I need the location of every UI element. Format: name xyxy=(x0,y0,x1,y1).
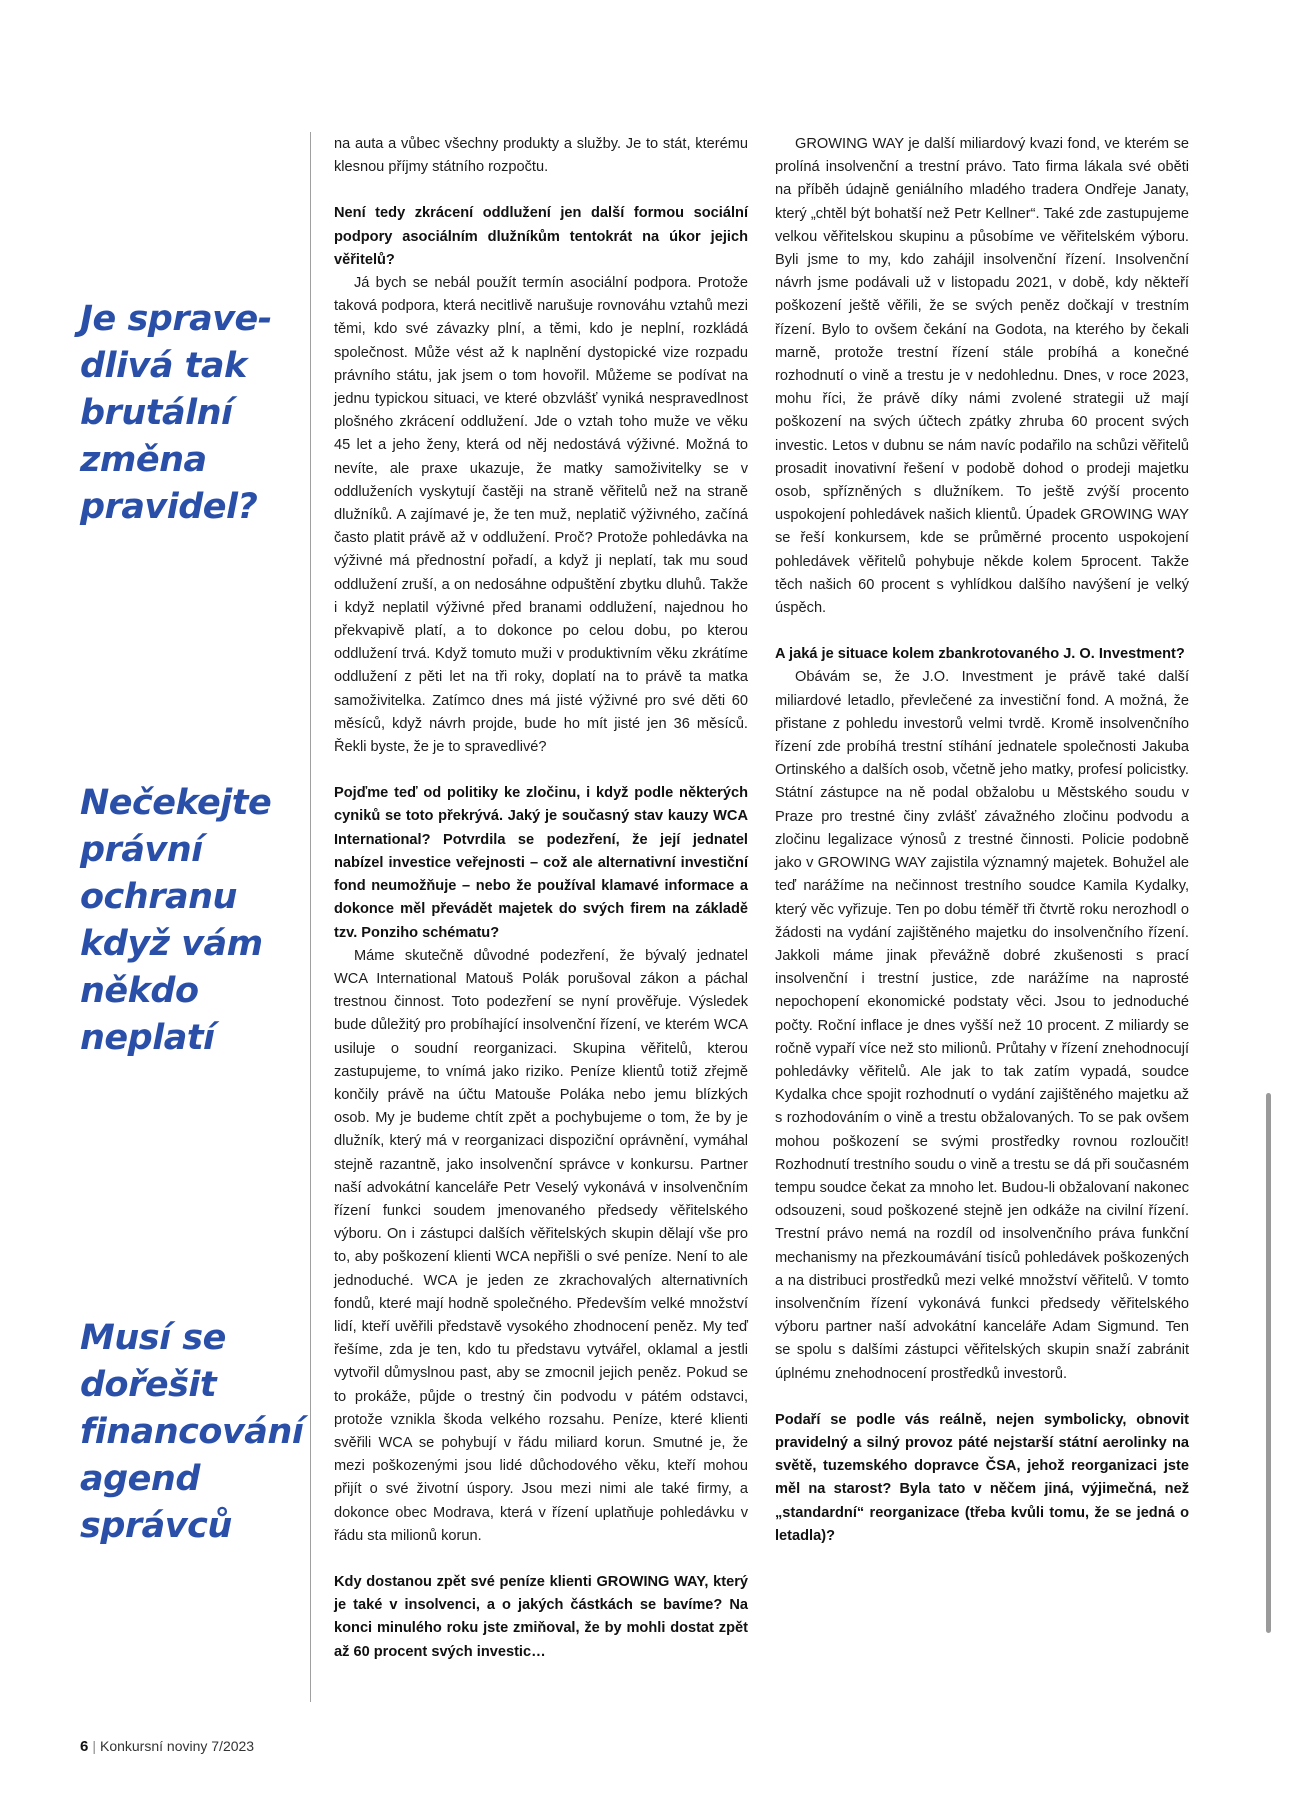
paragraph: Obávám se, že J.O. Investment je právě také další miliardové letadlo, převlečené za investiční fond. A možná, že přistane z pohledu investorů velmi tvrdě. Kromě insolvenčního řízení zde probíhá trestní stíhání jednatele společnosti Jakuba Ortinského a dalších osob, včetně jeho matky, profesí policistky. Státní zástupce na ně podal obžalobu u Městského soudu v Praze pro trestné činy zvlášť závažného zločinu podvodu a zločinu legalizace výnosů z trestné činnosti. Policie podobně jako v GROWING WAY zajistila významný majetek. Bohužel ale teď narážíme na nečinnost trestního soudce Kamila Kydalky, který věc vyřizuje. Ten po dobu téměř tři čtvrtě roku nerozhodl o žádosti na vydání zajištěného majetku do insolvenčního řízení. Jakkoli máme jinak převážně dobré zkušenosti s prací insolvenční i trestní justice, zde narážíme na naprosté nepochopení ekonomické podstaty věci. Jsou to jednoduché počty. Roční inflace je dnes vyšší než 10 procent. Z miliardy se ročně vypaří více než sto milionů. Průtahy v řízení znehodnocují pohledávky věřitelů. Ale jak to tak zatím vypadá, soudce Kydalka chce spojit rozhodnutí o vydání zajištěného majetku až s rozhodováním o vině a trestu obžalovaných. To se pak ovšem mohou poškození se svými prostředky rovnou rozloučit! Rozhodnutí trestního soudu o vině a trestu se dá při současném tempu soudce čekat za mnoho let. Budou-li obžalovaní nakonec odsouzeni, soud poškozené stejně jen odkáže na civilní řízení. Trestní právo nemá na rozdíl od insolvenčního práva funkční mechanismy na přezkoumávání tisíců pohledávek poškozených a na distribuci prostředků mezi velké množství věřitelů. V tomto insolvenčním řízení vykonává funkci předsedy věřitelského výboru partner naší advokátní kanceláře Adam Sigmund. Ten se spolu s dalšími zástupci věřitelských skupin snaží zabránit úplnému znehodnocení prostředků investorů. xyxy=(775,669,1189,1382)
publication-name: Konkursní noviny 7/2023 xyxy=(99,1738,255,1754)
paragraph: Já bych se nebál použít termín asociální podpora. Protože taková podpora, která necitlivě narušuje rovnováhu vztahů mezi těmi, kdo své závazky plní, a těmi, kdo je neplní, rozkládá společnost. Může vést až k naplnění dystopické vize rozpadu právního státu, jak jsem o tom hovořil. Můžeme se podívat na jednu typickou situaci, ve které obzvlášť vyniká nespravedlnost plošného zkrácení oddlužení. Jde o vztah toho muže ve věku 45 let a jeho ženy, která od něj nedostává výživné. Možná to nevíte, ale praxe ukazuje, že matky samoživitelky se v oddluženích vyskytují častěji na straně věřitelů než na straně dlužníků. A zajímavé je, že ten muž, neplatič výživného, začíná často platit právě až v oddlužení. Proč? Protože pohledávka na výživné má přednostní pořadí, a když ji neplatí, tak mu soud oddlužení zruší, a on nedosáhne odpuštění zbytku dluhů. Takže i když neplatil výživné před branami oddlužení, najednou ho překvapivě platí, a to dokonce po celou dobu, po kterou oddlužení trvá. Když tomuto muži v produktivním věku zkrátíme oddlužení z pěti let na tři roky, doplatí na to právě ta matka samoživitelka. Zatímco dnes má jisté výživné pro své děti 60 měsíců, když návrh projde, bude ho mít jisté jen 36 měsíců. Řekli byste, že je to spravedlivé? xyxy=(334,275,748,756)
column-divider xyxy=(310,132,311,1702)
paragraph: Máme skutečně důvodné podezření, že bývalý jednatel WCA International Matouš Polák porušoval zákon a páchal trestnou činnost. Toto podezření se nyní prověřuje. Výsledek bude důležitý pro probíhající insolvenční řízení, ve kterém WCA usiluje o soudní reorganizaci. Skupina věřitelů, kterou zastupujeme, to vnímá jako riziko. Peníze klientů totiž zřejmě končily právě na účtu Matouše Poláka nebo jemu blízkých osob. My je budeme chtít zpět a pochybujeme o tom, že by je dlužník, který má v reorganizaci dispoziční oprávnění, vymáhal stejně razantně, jako insolvenční správce v konkursu. Partner naší advokátní kanceláře Petr Veselý vykonává v insolvenčním řízení funkci soudem jmenovaného předsedy věřitelského výboru. On i zástupci dalších věřitelských skupin dělají vše pro to, aby poškození klienti WCA nepřišli o své peníze. Není to ale jednoduché. WCA je jeden ze zkrachovalých alternativních fondů, které mají hodně společného. Především velké množství lidí, kteří uvěřili představě vysokého zhodnocení peněz. My teď řešíme, zda je ten, kdo tu představu vytvářel, oklamal a jestli vytvořil důmyslnou past, aby se zmocnil jejich peněz. Pokud se to prokáže, půjde o trestný čin podvodu v pátém odstavci, protože vznikla škoda velkého rozsahu. Peníze, které klienti svěřili WCA se pohybují v řádu miliard korun. Smutné je, že mezi poškozenými jsou lidé důchodového věku, kteří mohou přijít o své životní úspory. Jsou mezi nimi ale také firmy, a dokonce obec Modrava, která v řízení uplatňuje pohledávku v řádu sta milionů korun. xyxy=(334,947,748,1544)
page-number: 6 xyxy=(80,1738,89,1755)
pullquote-line: Je sprave- xyxy=(80,299,272,339)
pullquote-line: když vám xyxy=(80,924,263,964)
pullquote-line: ochranu xyxy=(80,877,237,917)
pullquote-line: pravidel? xyxy=(80,487,258,527)
page-footer xyxy=(80,1738,254,1755)
paragraph: GROWING WAY je další miliardový kvazi fond, ve kterém se prolíná insolvenční a trestní právo. Tato firma lákala své oběti na příběh údajně geniálního mladého tradera Ondřeje Janaty, který „chtěl být bohatší než Petr Kellner“. Také zde zastupujeme velkou věřitelskou skupinu a působíme ve věřitelském výboru. Byli jsme to my, kdo zahájil insolvenční řízení. Insolvenční návrh jsme podávali už v listopadu 2021, v době, kdy někteří poškození ještě věřili, že se svých peněz dočkají v trestním řízení. Bylo to ovšem čekání na Godota, na kterého by čekali marně, protože trestní řízení stále probíhá a konečné rozhodnutí o vině a trestu je v nedohlednu. Dnes, v roce 2023, mohu říci, že právě díky námi zvolené strategii už mají poškození na svých účtech zpátky zhruba 60 procent svých investic. Letos v dubnu se nám navíc podařilo na schůzi věřitelů prosadit inovativní řešení v podobě dohod o prodeji majetku osob, spřízněných s dlužníkem. To ještě zvýší procento uspokojení pohledávek našich klientů. Úpadek GROWING WAY se řeší konkursem, kde se průměrné procento uspokojení pohledávek věřitelů pohybuje někde kolem 5procent. Takže těch našich 60 procent s vyhlídkou dalšího navýšení je velký úspěch. xyxy=(775,136,1189,617)
interview-question: Pojďme teď od politiky ke zločinu, i když podle některých cyniků se toto překrývá. Jaký je současný stav kauzy WCA International? Potvrdila se podezření, že její jednatel nabízel investice veřejnosti – což ale alternativní investiční fond neumožňuje – nebo že používal klamavé informace a dokonce měl převádět majetek do svých firem na základě tzv. Ponziho schématu? xyxy=(334,785,748,941)
article-column-1 xyxy=(334,133,748,1664)
pullquote-line: Nečekejte xyxy=(80,783,272,823)
paragraph: na auta a vůbec všechny produkty a služby. Je to stát, kterému klesnou příjmy státního rozpočtu. xyxy=(334,136,748,176)
article-column-2 xyxy=(775,133,1189,1548)
pullquote-line: změna xyxy=(80,440,207,480)
pullquote-line: brutální xyxy=(80,393,233,433)
pullquote-line: agend xyxy=(80,1459,200,1499)
pullquote-line: neplatí xyxy=(80,1018,215,1058)
pullquote-line: správců xyxy=(80,1506,232,1546)
pullquote-line: dlivá tak xyxy=(80,346,247,386)
interview-question: Není tedy zkrácení oddlužení jen další formou sociální podpory asociálním dlužníkům tentokrát na úkor jejich věřitelů? xyxy=(334,205,748,268)
interview-question: Kdy dostanou zpět své peníze klienti GROWING WAY, který je také v insolvenci, a o jakých částkách se bavíme? Na konci minulého roku jste zmiňoval, že by mohli dostat zpět až 60 procent svých investic… xyxy=(334,1573,748,1660)
pullquote-line: dořešit xyxy=(80,1365,217,1405)
scrollbar-thumb[interactable] xyxy=(1266,1093,1271,1633)
pullquote-line: někdo xyxy=(80,971,199,1011)
pullquote-line: Musí se xyxy=(80,1318,226,1358)
pullquote-justice xyxy=(80,296,280,531)
interview-question: Podaří se podle vás reálně, nejen symbolicky, obnovit pravidelný a silný provoz páté nejstarší státní aerolinky na světě, tuzemského dopravce ČSA, jehož reorganizaci jste měl na starost? Byla tato v něčem jiná, výjimečná, než „standardní“ reorganizace (třeba kvůli tomu, že se jedná o letadla)? xyxy=(775,1411,1189,1544)
interview-question: A jaká je situace kolem zbankrotovaného J. O. Investment? xyxy=(775,646,1185,663)
pullquote-protection xyxy=(80,780,280,1062)
pullquote-line: financování xyxy=(80,1412,304,1452)
footer-separator: | xyxy=(92,1738,96,1754)
pullquote-financing xyxy=(80,1315,304,1550)
pullquote-line: právní xyxy=(80,830,203,870)
